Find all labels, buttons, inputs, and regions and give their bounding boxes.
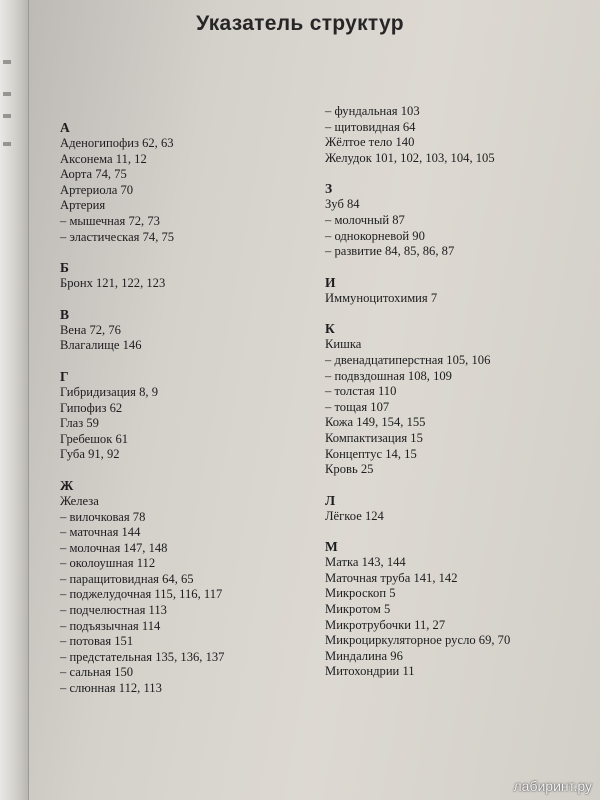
section-letter: Ж: [60, 477, 74, 493]
index-entry: Матка 143, 144: [325, 555, 406, 570]
section-letter: К: [325, 321, 335, 337]
index-section: [325, 275, 595, 307]
index-section: [325, 321, 595, 477]
index-section: [325, 539, 595, 680]
section-letter: В: [60, 306, 70, 322]
index-entry: Маточная труба 141, 142: [325, 570, 458, 585]
spine-mark: [3, 60, 11, 64]
index-entry: Желудок 101, 102, 103, 104, 105: [325, 150, 495, 165]
index-entry: – паращитовидная 64, 65: [60, 571, 194, 586]
section-letter: М: [325, 539, 338, 555]
index-entry: – подчелюстная 113: [60, 603, 167, 618]
index-entry: Артерия: [60, 198, 106, 213]
index-section: [325, 493, 595, 525]
index-entry: Гипофиз 62: [60, 400, 123, 415]
index-entry: Аорта 74, 75: [60, 167, 127, 182]
index-section: [60, 260, 310, 292]
index-column-right: [325, 104, 595, 695]
index-entry: – слюнная 112, 113: [60, 681, 162, 696]
index-entry: – толстая 110: [325, 384, 397, 399]
spine-mark: [3, 92, 11, 96]
index-entry: Микротрубочки 11, 27: [325, 617, 446, 632]
index-entry: – развитие 84, 85, 86, 87: [325, 244, 455, 259]
index-entry: Гребешок 61: [60, 431, 129, 446]
index-entry: Кишка: [325, 337, 362, 352]
section-letter: Л: [325, 492, 336, 508]
index-entry: Гибридизация 8, 9: [60, 384, 159, 399]
index-entry: Бронх 121, 122, 123: [60, 276, 166, 291]
index-entry: – вилочковая 78: [60, 509, 146, 524]
index-entry: Иммуноцитохимия 7: [325, 290, 438, 305]
index-entry: – молочная 147, 148: [60, 540, 168, 555]
index-section: [325, 104, 595, 166]
index-entry: Аденогипофиз 62, 63: [60, 136, 174, 150]
section-letter: И: [325, 274, 336, 290]
index-entry: – подъязычная 114: [60, 618, 161, 633]
index-entry: – сальная 150: [60, 665, 134, 680]
index-entry: – фундальная 103: [325, 104, 420, 118]
index-entry: Губа 91, 92: [60, 447, 120, 462]
index-entry: – околоушная 112: [60, 556, 156, 571]
index-entry: – маточная 144: [60, 525, 141, 540]
index-entry: Вена 72, 76: [60, 322, 121, 337]
index-entry: Микроскоп 5: [325, 586, 396, 601]
book-spine: [0, 0, 29, 800]
index-entry: Артериола 70: [60, 182, 134, 197]
index-entry: Кожа 149, 154, 155: [325, 415, 426, 430]
index-entry: – поджелудочная 115, 116, 117: [60, 587, 223, 602]
index-entry: – мышечная 72, 73: [60, 213, 160, 228]
page-title: Указатель структур: [196, 12, 404, 35]
index-entry: Глаз 59: [60, 416, 99, 431]
index-entry: Лёгкое 124: [325, 508, 384, 523]
section-letter: З: [325, 181, 333, 197]
index-entry: – щитовидная 64: [325, 119, 416, 134]
spine-mark: [3, 142, 11, 146]
index-section: [60, 307, 310, 354]
index-entry: Миндалина 96: [325, 648, 403, 663]
index-entry: Зуб 84: [325, 197, 360, 212]
index-column-left: [60, 120, 310, 712]
section-letter: А: [60, 120, 70, 135]
index-section: [60, 369, 310, 463]
index-section: [60, 478, 310, 697]
index-entry: Жёлтое тело 140: [325, 135, 415, 150]
index-entry: – подвздошная 108, 109: [325, 368, 452, 383]
watermark: лабиринт.ру: [513, 778, 592, 794]
index-entry: Концептус 14, 15: [325, 446, 417, 461]
spine-mark: [3, 114, 11, 118]
index-entry: Митохондрии 11: [325, 664, 415, 679]
section-letter: Г: [60, 368, 69, 384]
index-section: [60, 120, 310, 245]
index-entry: – однокорневой 90: [325, 228, 425, 243]
index-entry: – тощая 107: [325, 399, 390, 414]
index-section: [325, 181, 595, 259]
index-entry: – потовая 151: [60, 634, 134, 649]
index-entry: Аксонема 11, 12: [60, 151, 147, 166]
index-entry: Влагалище 146: [60, 338, 142, 353]
index-entry: Кровь 25: [325, 462, 374, 477]
index-entry: – предстательная 135, 136, 137: [60, 649, 225, 664]
index-entry: – эластическая 74, 75: [60, 229, 175, 244]
index-entry: – двенадцатиперстная 105, 106: [325, 352, 491, 367]
index-entry: Микротом 5: [325, 602, 391, 617]
section-letter: Б: [60, 260, 69, 276]
index-entry: Железа: [60, 493, 99, 508]
index-entry: Компактизация 15: [325, 430, 423, 445]
index-entry: Микроциркуляторное русло 69, 70: [325, 633, 511, 648]
index-entry: – молочный 87: [325, 212, 405, 227]
